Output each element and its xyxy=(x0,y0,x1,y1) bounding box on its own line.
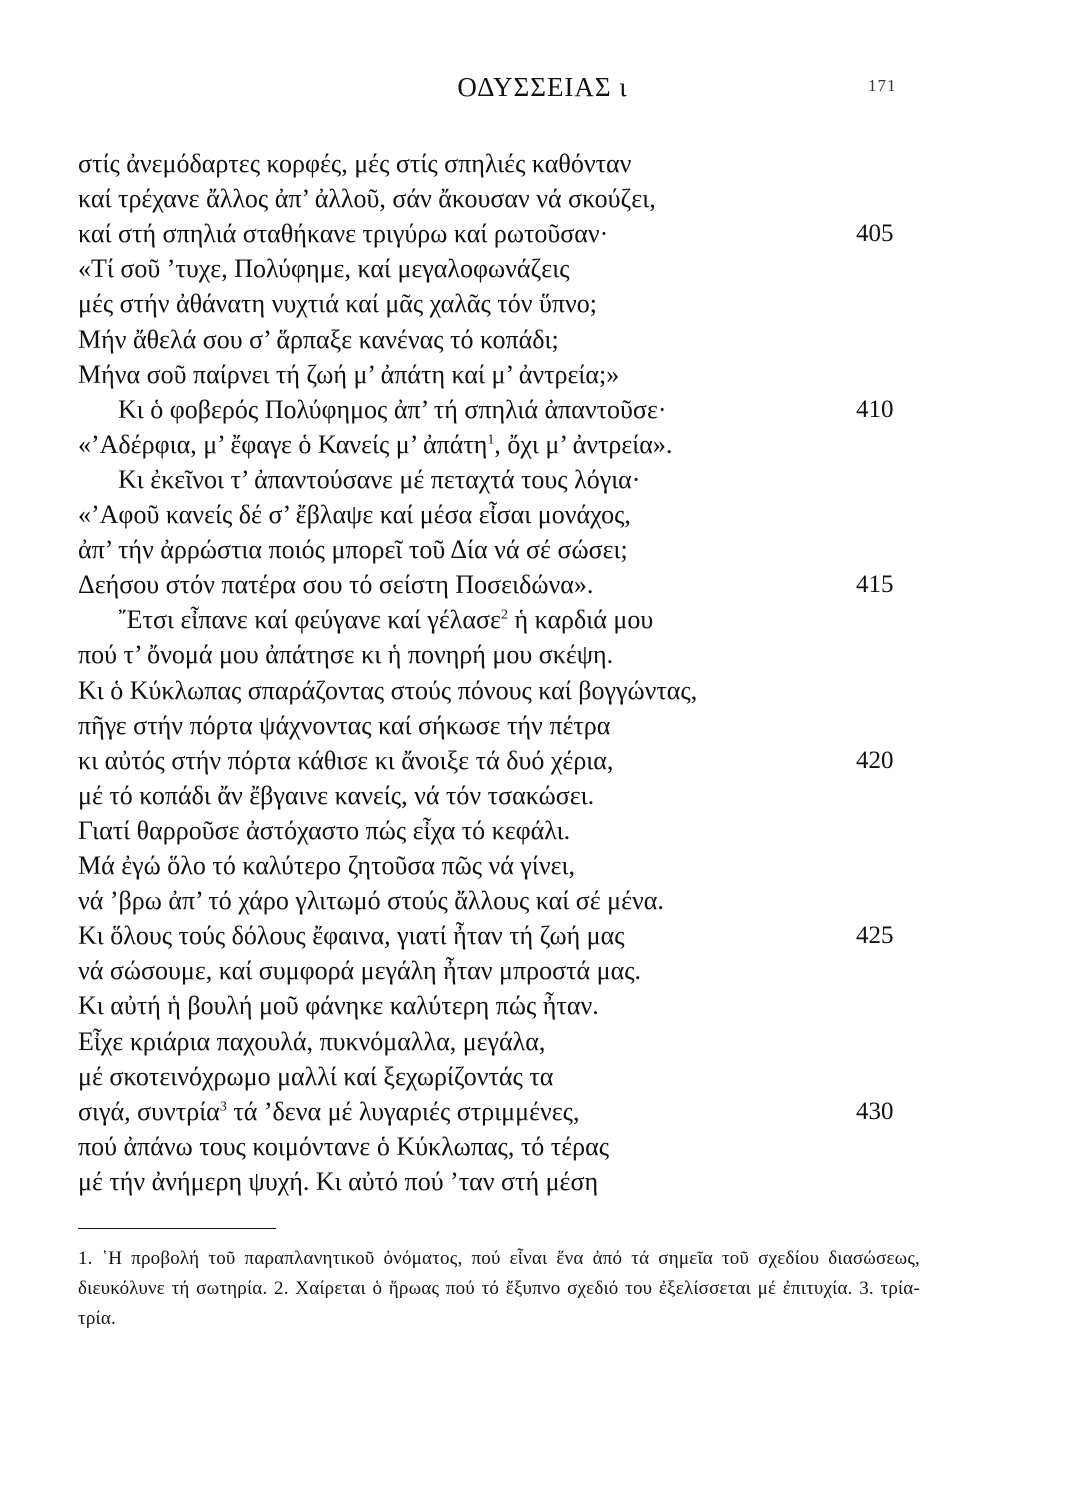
verse-line xyxy=(78,216,608,251)
footnote-marker: 2 xyxy=(500,607,508,623)
verse-line xyxy=(78,567,593,602)
verse-text: κι αὐτός στήν πόρτα κάθισε κι ἄνοιξε τά δυό χέρια, xyxy=(78,746,614,775)
verse-text: πῆγε στήν πόρτα ψάχνοντας καί σήκωσε τήν πέτρα xyxy=(78,711,611,740)
verse-text: Κι ὅλους τούς δόλους ἔφαινα, γιατί ἦταν τή ζωή μας xyxy=(78,921,625,950)
verse-text: καί στή σπηλιά σταθήκανε τριγύρω καί ρωτοῦσαν· xyxy=(78,219,609,248)
verse-text: ῎Ετσι εἶπανε καί φεύγανε καί γέλασε xyxy=(118,605,501,634)
verse-line xyxy=(118,462,640,497)
verse-line xyxy=(78,883,664,918)
verse-line xyxy=(78,532,628,567)
verse-text: μές στήν ἀθάνατη νυχτιά καί μᾶς χαλᾶς τόν ὕπνο; xyxy=(78,289,597,318)
line-number: 415 xyxy=(856,571,894,598)
verse-text: Εἶχε κριάρια παχουλά, πυκνόμαλλα, μεγάλα, xyxy=(78,1027,546,1056)
verse-line xyxy=(78,251,570,286)
verse-line xyxy=(78,146,631,181)
verse-line xyxy=(78,637,613,672)
verse-line xyxy=(78,1164,598,1199)
verse-line xyxy=(78,1129,609,1164)
verse-line xyxy=(118,392,667,427)
footnotes: 1. ῾Η προβολή τοῦ παραπλανητικοῦ ὀνόματος, πού εἶναι ἕνα ἀπό τά σημεῖα τοῦ σχεδίου διασώσεως, διευκόλυνε τή σωτηρία. 2. Χαίρεται ὁ ἥρωας πού τό ἔξυπνο σχεδιό του ἐξελίσσεται μέ ἐπιτυχία. 3. τρία-τρία. xyxy=(78,1248,920,1329)
verse-text: «Τί σοῦ ’τυχε, Πολύφημε, καί μεγαλοφωνάζεις xyxy=(78,254,570,283)
line-number: 420 xyxy=(856,747,894,774)
verse-text: Κι ὁ φοβερός Πολύφημος ἀπ’ τή σπηλιά ἀπαντοῦσε· xyxy=(118,395,667,424)
verse-text: Κι αὐτή ἡ βουλή μοῦ φάνηκε καλύτερη πώς ἦταν. xyxy=(78,991,599,1020)
verse-text: σιγά, συντρία xyxy=(78,1097,220,1126)
verse-text: μέ τήν ἀνήμερη ψυχή. Κι αὐτό πού ’ταν στή μέση xyxy=(78,1167,599,1196)
verse-text: Κι ἐκεῖνοι τ’ ἀπαντούσανε μέ πεταχτά τους λόγια· xyxy=(118,465,641,494)
verse-text: Μήνα σοῦ παίρνει τή ζωή μ’ ἀπάτη καί μ’ ἀντρεία;» xyxy=(78,360,620,389)
verse-text: Γιατί θαρροῦσε ἀστόχαστο πώς εἶχα τό κεφάλι. xyxy=(78,816,571,845)
verse-text: νά ’βρω ἀπ’ τό χάρο γλιτωμό στούς ἄλλους καί σέ μένα. xyxy=(78,886,664,915)
verse-line xyxy=(78,1024,545,1059)
verse-text: Κι ὁ Κύκλωπας σπαράζοντας στούς πόνους καί βογγώντας, xyxy=(78,676,698,705)
verse-line xyxy=(78,427,672,462)
verse-line xyxy=(78,708,610,743)
verse-line xyxy=(78,181,656,216)
verse-text: μέ σκοτεινόχρωμο μαλλί καί ξεχωρίζοντάς τα xyxy=(78,1062,554,1091)
verse-line xyxy=(78,988,599,1023)
verse-line xyxy=(78,848,575,883)
footnote-marker: 1 xyxy=(487,432,495,448)
verse-line xyxy=(78,953,641,988)
line-number: 410 xyxy=(856,396,894,423)
verse-line xyxy=(118,602,653,637)
verse-line xyxy=(78,673,697,708)
page-number: 171 xyxy=(868,76,897,95)
page-title: ΟΔΥΣΣΕΙΑΣ ι xyxy=(457,72,628,102)
verse-text: Μά ἐγώ ὅλο τό καλύτερο ζητοῦσα πῶς νά γίνει, xyxy=(78,851,576,880)
verse-text: Δεήσου στόν πατέρα σου τό σείστη Ποσειδώνα». xyxy=(78,570,594,599)
verse-text: «’Αδέρφια, μ’ ἔφαγε ὁ Κανείς μ’ ἀπάτη xyxy=(78,430,488,459)
verse-line xyxy=(78,286,597,321)
verse-text: καί τρέχανε ἄλλος ἀπ’ ἀλλοῦ, σάν ἄκουσαν νά σκούζει, xyxy=(78,184,656,213)
verse-text-continued: , ὄχι μ’ ἀντρεία». xyxy=(494,430,673,459)
verse-text-continued: τά ’δενα μέ λυγαριές στριμμένες, xyxy=(226,1097,580,1126)
line-number: 430 xyxy=(856,1098,894,1125)
verse-text: Μήν ἄθελά σου σ’ ἅρπαξε κανένας τό κοπάδι; xyxy=(78,325,559,354)
verse-text-continued: ἡ καρδιά μου xyxy=(507,605,654,634)
line-number: 405 xyxy=(856,220,894,247)
verse-text: πού ἀπάνω τους κοιμόντανε ὁ Κύκλωπας, τό τέρας xyxy=(78,1132,610,1161)
verse-text: πού τ’ ὄνομά μου ἀπάτησε κι ἡ πονηρή μου σκέψη. xyxy=(78,640,614,669)
verse-line xyxy=(78,322,559,357)
verse-line xyxy=(78,357,619,392)
line-number: 425 xyxy=(856,922,894,949)
verse-text: μέ τό κοπάδι ἄν ἔβγαινε κανείς, νά τόν τσακώσει. xyxy=(78,781,595,810)
verse-line xyxy=(78,778,594,813)
verse-line xyxy=(78,813,570,848)
footnote-marker: 3 xyxy=(219,1099,227,1115)
verse-text: «’Αφοῦ κανείς δέ σ’ ἔβλαψε καί μέσα εἶσαι μονάχος, xyxy=(78,500,631,529)
verse-line xyxy=(78,918,625,953)
verse-text: ἀπ’ τήν ἀρρώστια ποιός μπορεῖ τοῦ Δία νά σέ σώσει; xyxy=(78,535,628,564)
verse-line xyxy=(78,1059,553,1094)
verse-line xyxy=(78,743,613,778)
verse-line xyxy=(78,1094,579,1129)
verse-text: νά σώσουμε, καί συμφορά μεγάλη ἦταν μπροστά μας. xyxy=(78,956,642,985)
footnote-divider xyxy=(78,1228,276,1229)
verse-text: στίς ἀνεμόδαρτες κορφές, μές στίς σπηλιές καθόνταν xyxy=(78,149,632,178)
verse-line xyxy=(78,497,631,532)
